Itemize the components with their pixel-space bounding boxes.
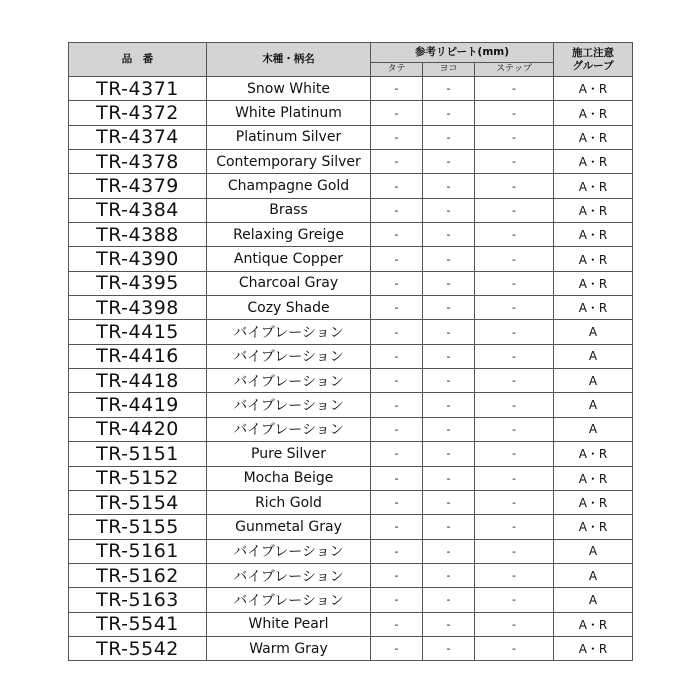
table-row	[69, 344, 633, 368]
product-code-cell: TR-4390	[69, 247, 207, 271]
product-code-cell: TR-4395	[69, 271, 207, 295]
repeat-yoko-cell: -	[423, 515, 475, 539]
caution-group-cell: A・R	[554, 77, 633, 101]
repeat-tate-cell: -	[371, 636, 423, 660]
caution-group-cell: A・R	[554, 466, 633, 490]
pattern-name-cell: White Platinum	[207, 101, 371, 125]
product-code-cell: TR-4374	[69, 125, 207, 149]
table-body	[69, 77, 633, 661]
pattern-name-cell: バイブレーション	[207, 417, 371, 441]
repeat-step-cell: -	[475, 174, 554, 198]
pattern-name-cell: Pure Silver	[207, 442, 371, 466]
product-code-cell: TR-4371	[69, 77, 207, 101]
table-row	[69, 174, 633, 198]
product-code-cell: TR-5162	[69, 563, 207, 587]
product-code-cell: TR-4416	[69, 344, 207, 368]
caution-group-cell: A・R	[554, 223, 633, 247]
repeat-step-cell: -	[475, 612, 554, 636]
repeat-tate-cell: -	[371, 174, 423, 198]
table-row	[69, 271, 633, 295]
repeat-tate-cell: -	[371, 515, 423, 539]
pattern-name-cell: バイブレーション	[207, 369, 371, 393]
pattern-name-cell: Platinum Silver	[207, 125, 371, 149]
repeat-step-cell: -	[475, 223, 554, 247]
product-code-cell: TR-4388	[69, 223, 207, 247]
repeat-step-cell: -	[475, 442, 554, 466]
repeat-tate-cell: -	[371, 271, 423, 295]
repeat-tate-cell: -	[371, 223, 423, 247]
table-row	[69, 636, 633, 660]
repeat-yoko-cell: -	[423, 442, 475, 466]
caution-group-cell: A	[554, 539, 633, 563]
repeat-step-cell: -	[475, 125, 554, 149]
table-row	[69, 539, 633, 563]
table-row	[69, 612, 633, 636]
repeat-step-cell: -	[475, 77, 554, 101]
table-row	[69, 588, 633, 612]
product-code-cell: TR-5155	[69, 515, 207, 539]
pattern-name-cell: バイブレーション	[207, 539, 371, 563]
repeat-tate-cell: -	[371, 466, 423, 490]
table-row	[69, 247, 633, 271]
product-code-cell: TR-5542	[69, 636, 207, 660]
header-group	[554, 43, 633, 77]
product-code-cell: TR-4372	[69, 101, 207, 125]
repeat-step-cell: -	[475, 101, 554, 125]
repeat-yoko-cell: -	[423, 490, 475, 514]
caution-group-cell: A・R	[554, 247, 633, 271]
repeat-tate-cell: -	[371, 150, 423, 174]
table-row	[69, 393, 633, 417]
caution-group-cell: A・R	[554, 150, 633, 174]
repeat-yoko-cell: -	[423, 563, 475, 587]
repeat-yoko-cell: -	[423, 271, 475, 295]
repeat-yoko-cell: -	[423, 223, 475, 247]
pattern-name-cell: Brass	[207, 198, 371, 222]
caution-group-cell: A	[554, 588, 633, 612]
repeat-step-cell: -	[475, 588, 554, 612]
repeat-yoko-cell: -	[423, 174, 475, 198]
repeat-tate-cell: -	[371, 247, 423, 271]
repeat-yoko-cell: -	[423, 150, 475, 174]
repeat-tate-cell: -	[371, 125, 423, 149]
pattern-name-cell: バイブレーション	[207, 588, 371, 612]
repeat-yoko-cell: -	[423, 636, 475, 660]
repeat-step-cell: -	[475, 515, 554, 539]
pattern-name-cell: バイブレーション	[207, 393, 371, 417]
repeat-tate-cell: -	[371, 344, 423, 368]
caution-group-cell: A・R	[554, 515, 633, 539]
repeat-step-cell: -	[475, 466, 554, 490]
repeat-tate-cell: -	[371, 442, 423, 466]
repeat-tate-cell: -	[371, 369, 423, 393]
pattern-name-cell: Antique Copper	[207, 247, 371, 271]
product-code-cell: TR-4415	[69, 320, 207, 344]
pattern-name-cell: Warm Gray	[207, 636, 371, 660]
product-code-cell: TR-5161	[69, 539, 207, 563]
repeat-step-cell: -	[475, 563, 554, 587]
repeat-yoko-cell: -	[423, 369, 475, 393]
pattern-name-cell: バイブレーション	[207, 320, 371, 344]
repeat-step-cell: -	[475, 369, 554, 393]
repeat-tate-cell: -	[371, 393, 423, 417]
table-row	[69, 369, 633, 393]
product-code-cell: TR-4398	[69, 296, 207, 320]
repeat-yoko-cell: -	[423, 198, 475, 222]
caution-group-cell: A・R	[554, 612, 633, 636]
header-row-top	[69, 43, 633, 63]
table-row	[69, 198, 633, 222]
caution-group-cell: A	[554, 393, 633, 417]
header-name: 木種・柄名	[207, 43, 371, 77]
pattern-name-cell: Champagne Gold	[207, 174, 371, 198]
product-code-cell: TR-4420	[69, 417, 207, 441]
table-row	[69, 125, 633, 149]
repeat-tate-cell: -	[371, 539, 423, 563]
table-row	[69, 442, 633, 466]
repeat-yoko-cell: -	[423, 296, 475, 320]
caution-group-cell: A・R	[554, 442, 633, 466]
repeat-step-cell: -	[475, 198, 554, 222]
caution-group-cell: A	[554, 369, 633, 393]
repeat-tate-cell: -	[371, 198, 423, 222]
product-code-cell: TR-4379	[69, 174, 207, 198]
header-code: 品 番	[69, 43, 207, 77]
header-group-line1: 施工注意	[572, 47, 614, 60]
repeat-step-cell: -	[475, 344, 554, 368]
caution-group-cell: A	[554, 344, 633, 368]
pattern-name-cell: Contemporary Silver	[207, 150, 371, 174]
product-code-cell: TR-4378	[69, 150, 207, 174]
pattern-name-cell: Gunmetal Gray	[207, 515, 371, 539]
repeat-yoko-cell: -	[423, 320, 475, 344]
repeat-step-cell: -	[475, 636, 554, 660]
table-row	[69, 77, 633, 101]
product-code-cell: TR-5163	[69, 588, 207, 612]
repeat-step-cell: -	[475, 490, 554, 514]
repeat-yoko-cell: -	[423, 417, 475, 441]
table-row	[69, 417, 633, 441]
repeat-tate-cell: -	[371, 612, 423, 636]
header-group-line2: グループ	[572, 59, 614, 72]
table-row	[69, 563, 633, 587]
repeat-step-cell: -	[475, 150, 554, 174]
pattern-name-cell: Cozy Shade	[207, 296, 371, 320]
repeat-tate-cell: -	[371, 296, 423, 320]
pattern-name-cell: Rich Gold	[207, 490, 371, 514]
product-code-cell: TR-5154	[69, 490, 207, 514]
repeat-yoko-cell: -	[423, 588, 475, 612]
table-row	[69, 490, 633, 514]
header-repeat: 参考リピート(mm)	[371, 43, 554, 63]
table-row	[69, 320, 633, 344]
table-header	[69, 43, 633, 77]
repeat-yoko-cell: -	[423, 344, 475, 368]
repeat-tate-cell: -	[371, 563, 423, 587]
product-code-cell: TR-5152	[69, 466, 207, 490]
repeat-tate-cell: -	[371, 588, 423, 612]
pattern-name-cell: Charcoal Gray	[207, 271, 371, 295]
caution-group-cell: A・R	[554, 296, 633, 320]
table-row	[69, 101, 633, 125]
header-yoko: ヨコ	[423, 63, 475, 77]
repeat-tate-cell: -	[371, 417, 423, 441]
repeat-step-cell: -	[475, 417, 554, 441]
table-row	[69, 515, 633, 539]
repeat-tate-cell: -	[371, 77, 423, 101]
spec-table	[68, 42, 633, 661]
product-code-cell: TR-4384	[69, 198, 207, 222]
repeat-yoko-cell: -	[423, 612, 475, 636]
caution-group-cell: A・R	[554, 174, 633, 198]
caution-group-cell: A・R	[554, 198, 633, 222]
repeat-step-cell: -	[475, 271, 554, 295]
caution-group-cell: A・R	[554, 490, 633, 514]
repeat-yoko-cell: -	[423, 77, 475, 101]
header-step: ステップ	[475, 63, 554, 77]
pattern-name-cell: バイブレーション	[207, 563, 371, 587]
caution-group-cell: A・R	[554, 125, 633, 149]
pattern-name-cell: Relaxing Greige	[207, 223, 371, 247]
repeat-yoko-cell: -	[423, 539, 475, 563]
repeat-step-cell: -	[475, 539, 554, 563]
repeat-tate-cell: -	[371, 320, 423, 344]
caution-group-cell: A・R	[554, 271, 633, 295]
repeat-yoko-cell: -	[423, 101, 475, 125]
caution-group-cell: A	[554, 417, 633, 441]
pattern-name-cell: Snow White	[207, 77, 371, 101]
repeat-yoko-cell: -	[423, 466, 475, 490]
repeat-yoko-cell: -	[423, 393, 475, 417]
caution-group-cell: A	[554, 563, 633, 587]
product-code-cell: TR-4418	[69, 369, 207, 393]
product-code-cell: TR-4419	[69, 393, 207, 417]
table-row	[69, 296, 633, 320]
caution-group-cell: A・R	[554, 101, 633, 125]
product-code-cell: TR-5151	[69, 442, 207, 466]
repeat-tate-cell: -	[371, 490, 423, 514]
repeat-step-cell: -	[475, 247, 554, 271]
product-code-cell: TR-5541	[69, 612, 207, 636]
repeat-step-cell: -	[475, 320, 554, 344]
repeat-step-cell: -	[475, 296, 554, 320]
table-row	[69, 150, 633, 174]
repeat-step-cell: -	[475, 393, 554, 417]
repeat-yoko-cell: -	[423, 247, 475, 271]
repeat-tate-cell: -	[371, 101, 423, 125]
caution-group-cell: A・R	[554, 636, 633, 660]
pattern-name-cell: Mocha Beige	[207, 466, 371, 490]
header-tate: タテ	[371, 63, 423, 77]
table-row	[69, 223, 633, 247]
pattern-name-cell: White Pearl	[207, 612, 371, 636]
repeat-yoko-cell: -	[423, 125, 475, 149]
table-row	[69, 466, 633, 490]
caution-group-cell: A	[554, 320, 633, 344]
pattern-name-cell: バイブレーション	[207, 344, 371, 368]
